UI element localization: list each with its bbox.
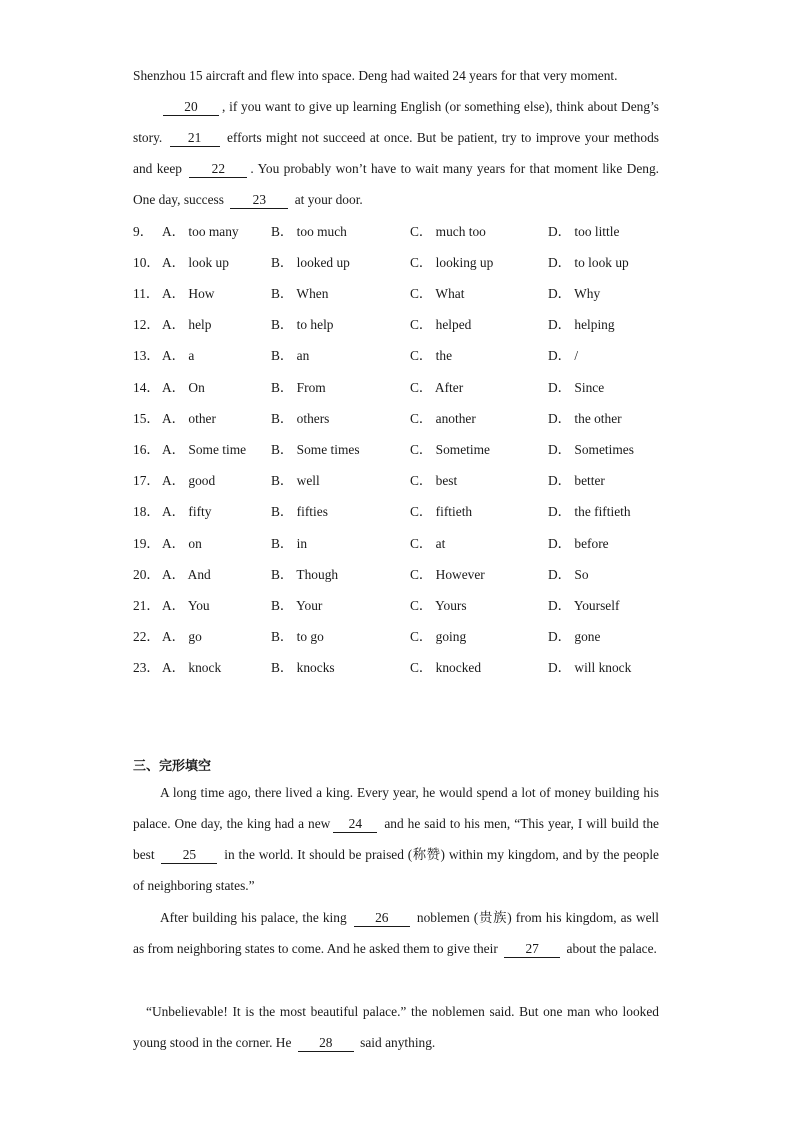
passage-text: at your door. (294, 192, 363, 207)
question-number: 20． (133, 567, 160, 582)
option-b[interactable]: B． well (271, 473, 320, 488)
blank-24[interactable]: 24 (333, 816, 377, 833)
option-d[interactable]: D． will knock (548, 660, 632, 675)
option-c[interactable]: C． What (410, 286, 465, 301)
option-d[interactable]: D． the other (548, 411, 622, 426)
passage-text: about the palace. (566, 941, 657, 956)
option-a[interactable]: A． too many (162, 224, 239, 239)
blank-22[interactable]: 22 (189, 161, 247, 178)
cloze-paragraph-2 (133, 902, 659, 964)
option-a[interactable]: A． And (162, 567, 211, 582)
question-number: 12． (133, 317, 160, 332)
option-c[interactable]: C． looking up (410, 255, 494, 270)
question-number: 11． (133, 286, 160, 301)
question-number: 9． (133, 224, 154, 239)
option-b[interactable]: B． knocks (271, 660, 335, 675)
option-c[interactable]: C． best (410, 473, 458, 488)
question-row (133, 502, 693, 522)
option-b[interactable]: B． fifties (271, 504, 328, 519)
passage-text: Shenzhou 15 aircraft and flew into space. Deng had waited 24 years for that very moment. (133, 68, 618, 83)
question-row (133, 596, 693, 616)
question-number: 17． (133, 473, 160, 488)
option-a[interactable]: A． On (162, 380, 205, 395)
option-a[interactable]: A． other (162, 411, 216, 426)
option-b[interactable]: B． Your (271, 598, 323, 613)
option-b[interactable]: B． in (271, 536, 308, 551)
option-c[interactable]: C． much too (410, 224, 486, 239)
passage-text: After building his palace, the king (160, 910, 347, 925)
option-d[interactable]: D． Why (548, 286, 601, 301)
passage-text: in the world. It should be praised (称赞) within my kingdom, and by the people of neighboring states.” (133, 847, 659, 893)
passage-text: “Unbelievable! It is the most beautiful palace.” the noblemen said. But one man who looked young stood in the corner. He (133, 1004, 659, 1050)
option-d[interactable]: D． too little (548, 224, 620, 239)
option-d[interactable]: D． helping (548, 317, 615, 332)
blank-23[interactable]: 23 (230, 192, 288, 209)
option-b[interactable]: B． When (271, 286, 329, 301)
question-number: 22． (133, 629, 160, 644)
question-row (133, 471, 693, 491)
option-a[interactable]: A． You (162, 598, 210, 613)
question-row (133, 658, 693, 678)
blank-26[interactable]: 26 (354, 910, 410, 927)
option-c[interactable]: C． After (410, 380, 464, 395)
passage-text: noblemen (贵族) from his kingdom, as well as from neighboring states to come. And he asked them to give their (133, 910, 659, 956)
question-row (133, 378, 693, 398)
question-row (133, 409, 693, 429)
cloze-paragraph-1 (133, 777, 659, 901)
option-b[interactable]: B． others (271, 411, 330, 426)
blank-25[interactable]: 25 (161, 847, 217, 864)
blank-27[interactable]: 27 (504, 941, 560, 958)
question-number: 15． (133, 411, 160, 426)
option-d[interactable]: D． Since (548, 380, 605, 395)
passage-text: and he said to his men, “This year, I will build the best (133, 816, 659, 862)
passage-text: A long time ago, there lived a king. Every year, he would spend a lot of money building his palace. One day, the king had a new (133, 785, 659, 831)
blank-21[interactable]: 21 (170, 130, 220, 147)
passage-text: , if you want to give up learning English (or something else), think about Deng’s story. (133, 99, 659, 145)
option-c[interactable]: C． Sometime (410, 442, 490, 457)
option-b[interactable]: B． looked up (271, 255, 350, 270)
passage-paragraph (133, 91, 659, 215)
option-a[interactable]: A． good (162, 473, 216, 488)
question-number: 10． (133, 255, 160, 270)
question-row (133, 284, 693, 304)
option-a[interactable]: A． Some time (162, 442, 247, 457)
question-row (133, 253, 693, 273)
option-d[interactable]: D． / (548, 348, 579, 363)
passage-text: said anything. (360, 1035, 436, 1050)
question-number: 16． (133, 442, 160, 457)
question-number: 19． (133, 536, 160, 551)
option-d[interactable]: D． the fiftieth (548, 504, 631, 519)
option-d[interactable]: D． Yourself (548, 598, 620, 613)
option-a[interactable]: A． help (162, 317, 212, 332)
passage-line-0 (133, 60, 659, 91)
option-c[interactable]: C． fiftieth (410, 504, 473, 519)
blank-20[interactable]: 20 (163, 99, 219, 116)
option-c[interactable]: C． at (410, 536, 446, 551)
option-d[interactable]: D． So (548, 567, 589, 582)
option-b[interactable]: B． From (271, 380, 326, 395)
option-c[interactable]: C． However (410, 567, 485, 582)
option-c[interactable]: C． knocked (410, 660, 482, 675)
question-number: 18． (133, 504, 160, 519)
option-d[interactable]: D． Sometimes (548, 442, 634, 457)
option-d[interactable]: D． before (548, 536, 609, 551)
option-d[interactable]: D． to look up (548, 255, 629, 270)
passage-text: . You probably won’t have to wait many years for that moment like Deng. One day, success (133, 161, 659, 207)
question-row (133, 222, 693, 242)
option-a[interactable]: A． How (162, 286, 215, 301)
option-a[interactable]: A． fifty (162, 504, 212, 519)
option-d[interactable]: D． better (548, 473, 605, 488)
option-c[interactable]: C． helped (410, 317, 472, 332)
option-b[interactable]: B． to help (271, 317, 334, 332)
option-a[interactable]: A． a (162, 348, 195, 363)
option-c[interactable]: C． another (410, 411, 476, 426)
option-b[interactable]: B． too much (271, 224, 347, 239)
question-row (133, 627, 693, 647)
question-row (133, 565, 693, 585)
option-b[interactable]: B． to go (271, 629, 324, 644)
option-c[interactable]: C． the (410, 348, 453, 363)
question-row (133, 440, 693, 460)
option-a[interactable]: A． knock (162, 660, 222, 675)
question-number: 23． (133, 660, 160, 675)
option-a[interactable]: A． on (162, 536, 202, 551)
option-c[interactable]: C． going (410, 629, 467, 644)
question-row (133, 346, 693, 366)
section-title: 三、完形填空 (133, 759, 212, 774)
blank-28[interactable]: 28 (298, 1035, 354, 1052)
option-a[interactable]: A． go (162, 629, 202, 644)
question-number: 14． (133, 380, 160, 395)
option-d[interactable]: D． gone (548, 629, 601, 644)
option-c[interactable]: C． Yours (410, 598, 467, 613)
cloze-paragraph-3 (133, 996, 659, 1058)
passage-text: efforts might not succeed at once. But be patient, try to improve your methods and keep (133, 130, 659, 176)
option-a[interactable]: A． look up (162, 255, 229, 270)
question-number: 21． (133, 598, 160, 613)
option-b[interactable]: B． Some times (271, 442, 360, 457)
option-b[interactable]: B． an (271, 348, 310, 363)
question-row (133, 315, 693, 335)
question-number: 13． (133, 348, 160, 363)
option-b[interactable]: B． Though (271, 567, 339, 582)
question-row (133, 534, 693, 554)
